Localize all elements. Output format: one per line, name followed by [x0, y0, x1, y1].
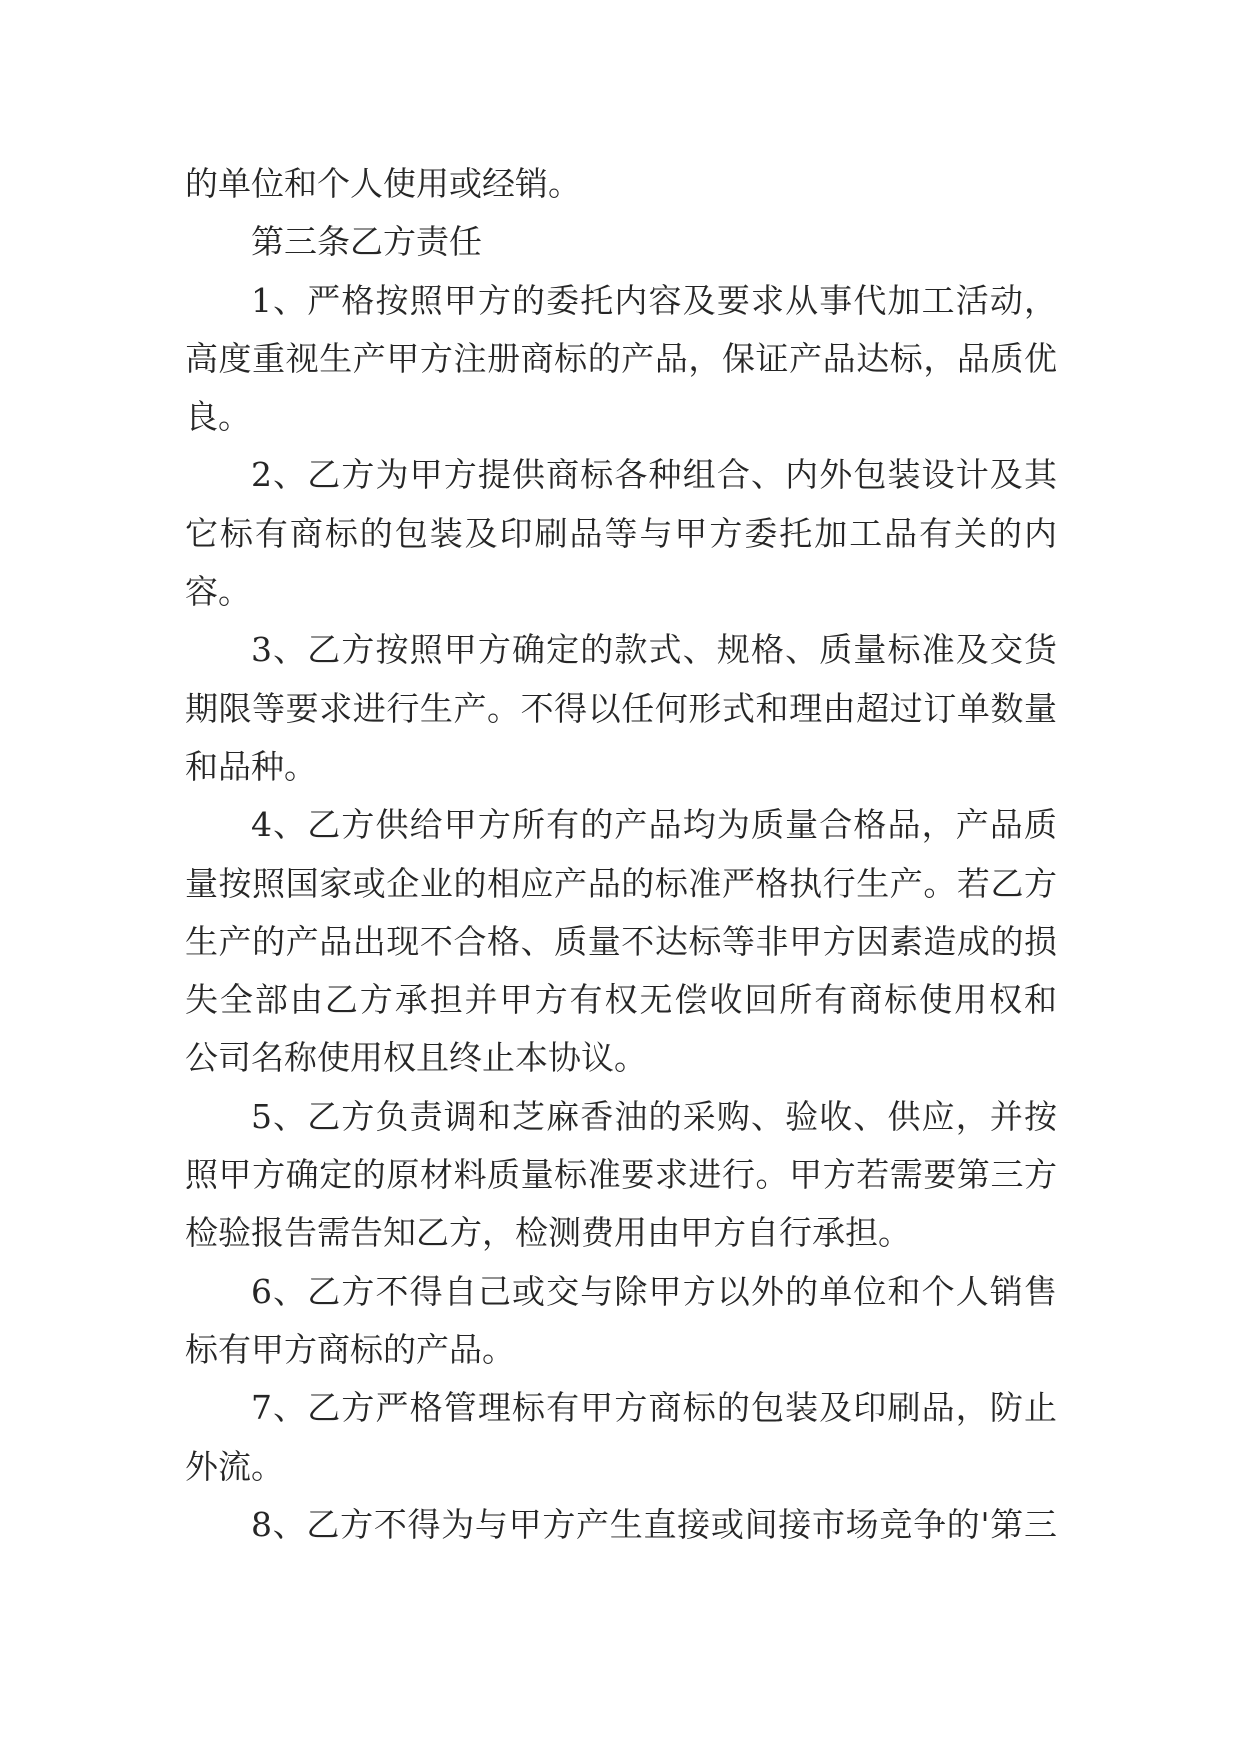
clause-7-line: 7、乙方严格管理标有甲方商标的包装及印刷品，防止 — [251, 1388, 1057, 1428]
text-line: 它标有商标的包装及印刷品等与甲方委托加工品有关的内 — [185, 513, 1057, 553]
clause-3-line: 3、乙方按照甲方确定的款式、规格、质量标准及交货 — [251, 630, 1057, 670]
text-line: 量按照国家或企业的相应产品的标准严格执行生产。若乙方 — [185, 863, 1057, 903]
text-line: 期限等要求进行生产。不得以任何形式和理由超过订单数量 — [185, 688, 1057, 728]
text-line: 和品种。 — [185, 746, 317, 786]
text-line: 容。 — [185, 572, 251, 612]
text-line: 高度重视生产甲方注册商标的产品，保证产品达标，品质优 — [185, 338, 1057, 378]
clause-1-line: 1、严格按照甲方的委托内容及要求从事代加工活动， — [251, 280, 1057, 320]
contract-text — [185, 155, 1057, 1554]
text-line: 公司名称使用权且终止本协议。 — [185, 1038, 647, 1078]
text-line: 生产的产品出现不合格、质量不达标等非甲方因素造成的损 — [185, 921, 1057, 961]
clause-4-line: 4、乙方供给甲方所有的产品均为质量合格品，产品质 — [251, 805, 1057, 845]
text-line: 外流。 — [185, 1446, 284, 1486]
text-line: 失全部由乙方承担并甲方有权无偿收回所有商标使用权和 — [185, 980, 1057, 1020]
heading-line: 第三条乙方责任 — [251, 222, 482, 262]
clause-6-line: 6、乙方不得自己或交与除甲方以外的单位和个人销售 — [251, 1271, 1057, 1311]
clause-2-line: 2、乙方为甲方提供商标各种组合、内外包装设计及其 — [251, 455, 1057, 495]
clause-5-line: 5、乙方负责调和芝麻香油的采购、验收、供应，并按 — [251, 1096, 1057, 1136]
text-line: 标有甲方商标的产品。 — [185, 1329, 515, 1369]
text-line: 的单位和个人使用或经销。 — [185, 164, 581, 203]
text-line: 照甲方确定的原材料质量标准要求进行。甲方若需要第三方 — [185, 1155, 1057, 1195]
clause-8-line: 8、乙方不得为与甲方产生直接或间接市场竞争的'第三 — [251, 1504, 1057, 1544]
text-line: 良。 — [185, 397, 251, 437]
text-line: 检验报告需告知乙方，检测费用由甲方自行承担。 — [185, 1213, 911, 1253]
